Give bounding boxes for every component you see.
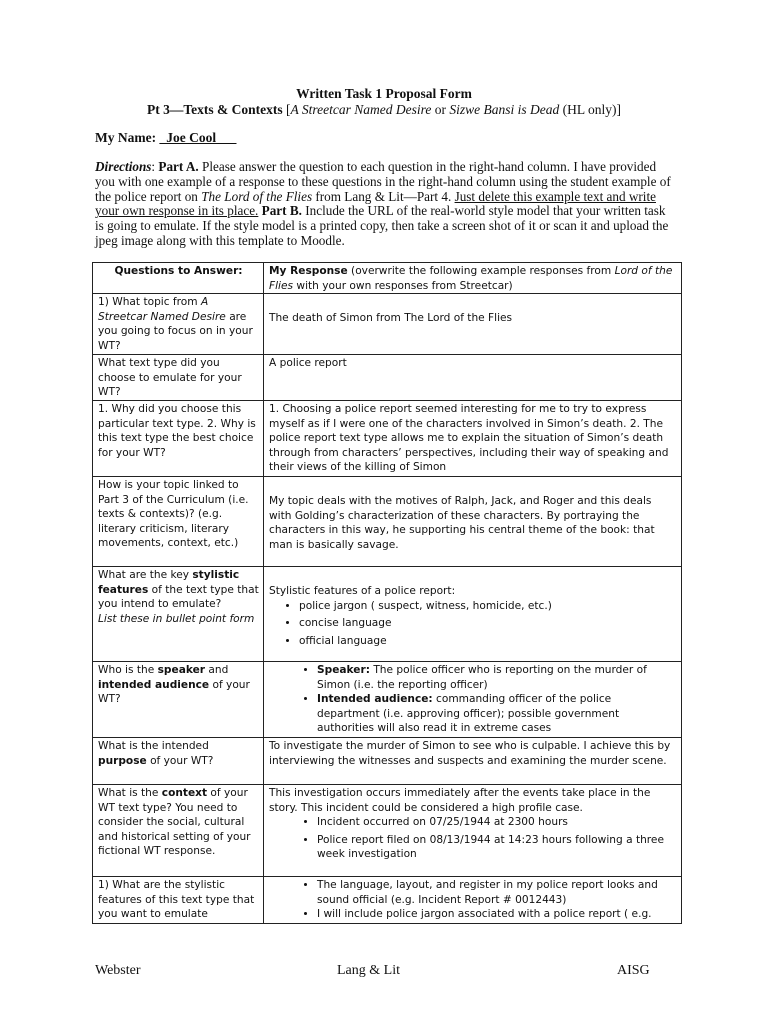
bullet-list	[269, 815, 677, 862]
table-row	[93, 785, 682, 877]
footer-left: Webster	[95, 963, 141, 978]
table-row	[93, 355, 682, 401]
form-title: Written Task 1 Proposal Form	[296, 86, 472, 101]
list-item: • Incident occurred on 07/25/1944 at 2300 hours	[317, 815, 677, 830]
bullet-list	[269, 599, 677, 649]
response-cell[interactable]: To investigate the murder of Simon to see who is culpable. I achieve this by interviewing the witnesses and suspects and examining the murder scene.	[264, 738, 682, 785]
work-title-streetcar: A Streetcar Named Desire	[290, 102, 432, 117]
list-item: • I will include police jargon associated with a police report ( e.g.	[317, 907, 677, 922]
question-cell: What are the key stylistic features of the text type that you intend to emulate? List these in bullet point form	[93, 567, 264, 662]
question-cell: How is your topic linked to Part 3 of the Curriculum (i.e. texts & contexts)? (e.g. literary criticism, literary movements, context, etc.)	[93, 477, 264, 567]
name-line: My Name: _Joe Cool___	[95, 130, 237, 145]
table-row	[93, 401, 682, 477]
list-item: • Speaker: The police officer who is reporting on the murder of Simon (i.e. the reporting officer)	[317, 663, 677, 692]
name-value[interactable]: _Joe Cool___	[159, 130, 237, 145]
response-cell[interactable]: This investigation occurs immediately after the events take place in the story. This incident could be considered a high profile case. • Incident occurred on 07/25/1944 at 2300 hours • Police report filed on 08/13/1944 at 14:23 hours following a three week investigation	[264, 785, 682, 877]
list-item: • police jargon ( suspect, witness, homicide, etc.)	[299, 599, 677, 614]
form-subtitle: Pt 3—Texts & Contexts [A Streetcar Named Desire or Sizwe Bansi is Dead (HL only)]	[147, 102, 621, 117]
response-cell[interactable]: 1. Choosing a police report seemed interesting for me to try to express myself as if I were one of the characters involved in Simon’s death. 2. The police report text type allows me to explain the situation of Simon’s death through from characters’ perspectives, including their way of speaking and their views of the killing of Simon	[264, 401, 682, 477]
header-questions: Questions to Answer:	[93, 263, 264, 294]
question-cell: What text type did you choose to emulate for your WT?	[93, 355, 264, 401]
question-cell: 1. Why did you choose this particular text type. 2. Why is this text type the best choice for your WT?	[93, 401, 264, 477]
response-cell[interactable]: The death of Simon from The Lord of the Flies	[264, 294, 682, 355]
question-cell: What is the context of your WT text type? You need to consider the social, cultural and historical setting of your fictional WT response.	[93, 785, 264, 877]
question-cell: What is the intended purpose of your WT?	[93, 738, 264, 785]
list-item: • concise language	[299, 616, 677, 631]
response-cell[interactable]: A police report	[264, 355, 682, 401]
table-row	[93, 567, 682, 662]
table-row	[93, 477, 682, 567]
table-row	[93, 662, 682, 738]
table-header-row	[93, 263, 682, 294]
response-cell[interactable]: My topic deals with the motives of Ralph, Jack, and Roger and this deals with Golding’s characterization of these characters. By portraying the characters in this way, he supporting his central theme of the book: that man is basically savage.	[264, 477, 682, 567]
response-cell[interactable]	[264, 877, 682, 924]
work-title-sizwe: Sizwe Bansi is Dead	[449, 102, 560, 117]
list-item: • Intended audience: commanding officer of the police department (i.e. approving officer); possible government authorities will also read it in extreme cases	[317, 692, 677, 736]
table-row	[93, 294, 682, 355]
bullet-list	[269, 663, 677, 736]
question-cell: 1) What topic from A Streetcar Named Desire are you going to focus on in your WT?	[93, 294, 264, 355]
table-row	[93, 738, 682, 785]
footer-center: Lang & Lit	[337, 963, 400, 978]
list-item: • The language, layout, and register in my police report looks and sound official (e.g. Incident Report # 0012443)	[317, 878, 677, 907]
response-cell[interactable]: Stylistic features of a police report: • police jargon ( suspect, witness, homicide, etc.) • concise language • official language	[264, 567, 682, 662]
header-response: My Response (overwrite the following example responses from Lord of the Flies with your own responses from Streetcar)	[264, 263, 682, 294]
proposal-table	[92, 262, 682, 924]
bullet-list	[269, 878, 677, 922]
question-cell: Who is the speaker and intended audience of your WT?	[93, 662, 264, 738]
table-row	[93, 877, 682, 924]
response-cell[interactable]	[264, 662, 682, 738]
question-cell: 1) What are the stylistic features of this text type that you want to emulate	[93, 877, 264, 924]
list-item: • Police report filed on 08/13/1944 at 14:23 hours following a three week investigation	[317, 833, 677, 862]
list-item: • official language	[299, 634, 677, 649]
directions-paragraph: Directions: Part A. Please answer the question to each question in the right-hand column. I have provided you with one example of a response to these questions in the right-hand column using the student example of the police report on The Lord of the Flies from Lang & Lit—Part 4. Just delete this example text and write your own response in its place. Part B. Include the URL of the real-world style model that your written task is going to emulate. If the style model is a printed copy, then take a screen shot of it or scan it and upload the jpeg image along with this template to Moodle.	[95, 159, 671, 248]
footer-right: AISG	[617, 963, 650, 978]
